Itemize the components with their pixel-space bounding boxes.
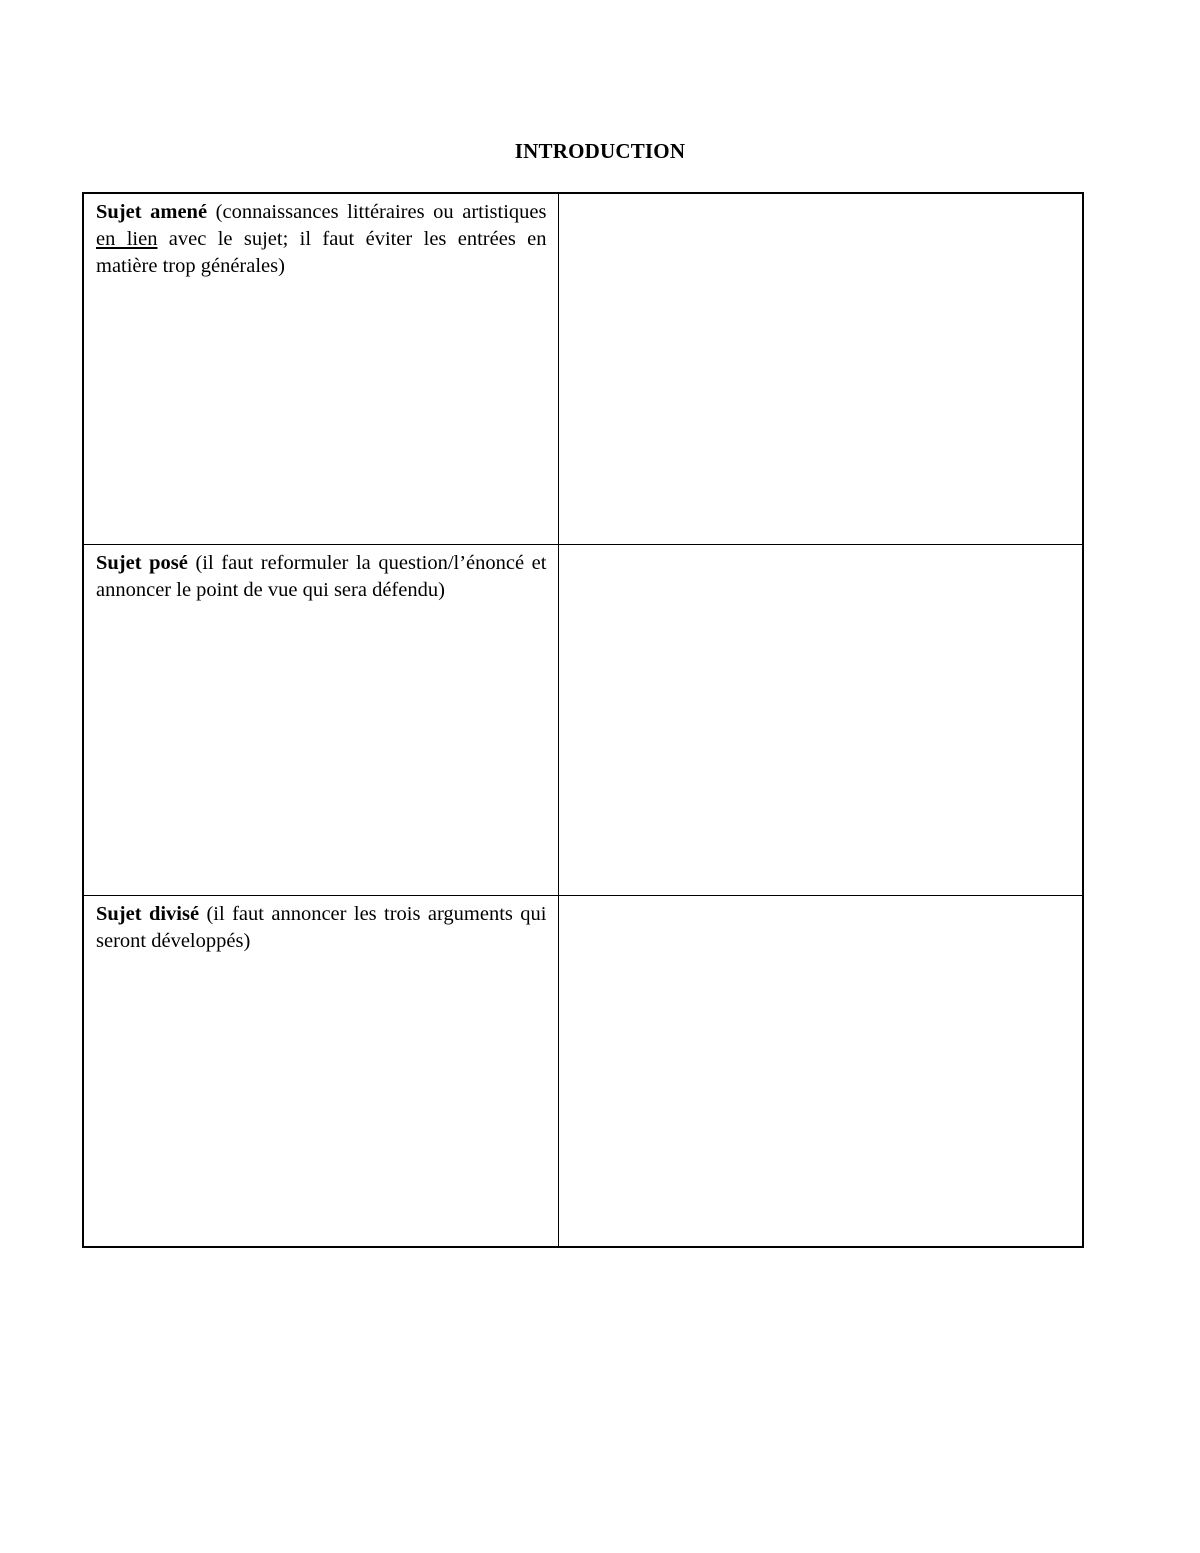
instruction-text: (il faut reformuler la question/l’énoncé et annoncer le point de vue qui sera défendu) xyxy=(96,552,547,601)
row-heading: Sujet posé xyxy=(96,552,188,574)
cell-instructions xyxy=(96,199,547,280)
label-cell-sujet-amene xyxy=(83,193,558,545)
row-heading: Sujet amené xyxy=(96,201,208,223)
answer-cell-sujet-pose[interactable] xyxy=(558,545,1083,896)
row-heading: Sujet divisé xyxy=(96,903,200,925)
underlined-text: en lien xyxy=(96,228,158,250)
label-cell-sujet-pose xyxy=(83,545,558,896)
table-row xyxy=(83,193,1083,545)
answer-cell-sujet-amene[interactable] xyxy=(558,193,1083,545)
instruction-text: (connaissances littéraires ou artistiques xyxy=(207,201,547,223)
instruction-text: avec le sujet; il faut éviter les entrées en matière trop générales) xyxy=(96,228,547,277)
table-row xyxy=(83,896,1083,1248)
cell-instructions xyxy=(96,550,547,604)
instruction-text: (il faut annoncer les trois arguments qui seront développés) xyxy=(96,903,547,952)
cell-instructions xyxy=(96,901,547,955)
page-title: INTRODUCTION xyxy=(514,139,686,163)
label-cell-sujet-divise xyxy=(83,896,558,1248)
answer-cell-sujet-divise[interactable] xyxy=(558,896,1083,1248)
introduction-table xyxy=(82,192,1084,1248)
table-row xyxy=(83,545,1083,896)
